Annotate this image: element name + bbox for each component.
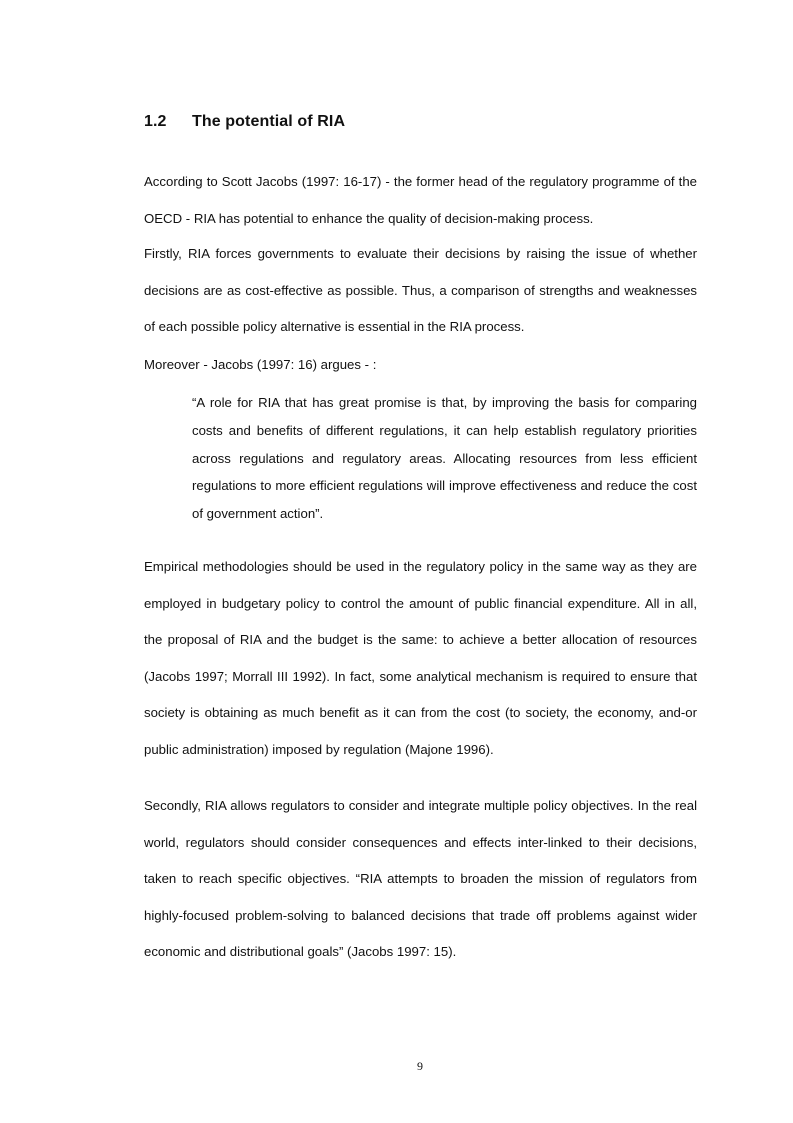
paragraph-intro: According to Scott Jacobs (1997: 16-17) - the former head of the regulatory programme of the OECD - RIA has potential to enhance the quality of decision-making process. xyxy=(144,174,697,226)
section-heading xyxy=(144,113,345,131)
section-title: The potential of RIA xyxy=(192,113,346,130)
paragraph-firstly: Firstly, RIA forces governments to evaluate their decisions by raising the issue of whether decisions are as cost-effective as possible. Thus, a comparison of strengths and weaknesses of each possible policy alternative is essential in the RIA process. xyxy=(144,246,697,334)
paragraph-empirical: Empirical methodologies should be used in the regulatory policy in the same way as they are employed in budgetary policy to control the amount of public financial expenditure. All in all, the proposal of RIA and the budget is the same: to achieve a better allocation of resources (Jacobs 1997; Morrall III 1992). In fact, some analytical mechanism is required to ensure that society is obtaining as much benefit as it can from the cost (to society, the economy, and-or public administration) imposed by regulation (Majone 1996). xyxy=(144,559,697,757)
paragraph-moreover: Moreover - Jacobs (1997: 16) argues - : xyxy=(144,357,377,372)
paragraph-secondly: Secondly, RIA allows regulators to consider and integrate multiple policy objectives. In the real world, regulators should consider consequences and effects inter-linked to their decisions, taken to reach specific objectives. “RIA attempts to broaden the mission of regulators from highly-focused problem-solving to balanced decisions that trade off problems against wider economic and distributional goals” (Jacobs 1997: 15). xyxy=(144,798,697,959)
block-quote: “A role for RIA that has great promise is that, by improving the basis for comparing costs and benefits of different regulations, it can help establish regulatory priorities across regulations and regulatory areas. Allocating resources from less efficient regulations to more efficient regulations will improve effectiveness and reduce the cost of government action”. xyxy=(192,395,697,522)
section-number: 1.2 xyxy=(144,113,167,130)
page-number: 9 xyxy=(417,1059,423,1073)
